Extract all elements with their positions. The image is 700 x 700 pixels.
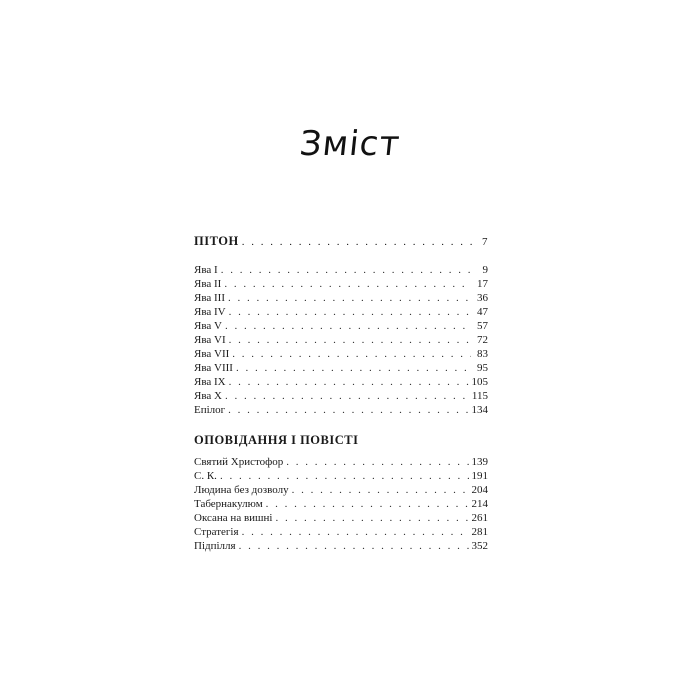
leader-dots <box>229 333 471 347</box>
toc-entry <box>194 497 488 511</box>
section-heading-page: 7 <box>482 236 488 248</box>
leader-dots <box>242 234 479 250</box>
toc-section-heading <box>194 233 488 249</box>
toc-entry <box>194 455 488 469</box>
leader-dots <box>266 497 469 511</box>
leader-dots <box>229 305 471 319</box>
leader-dots <box>228 403 468 417</box>
leader-dots <box>228 291 471 305</box>
toc-entry-page: 281 <box>471 526 488 538</box>
toc-entry-page: 9 <box>482 264 488 276</box>
toc-entry <box>194 469 488 483</box>
toc-entry-page: 214 <box>471 498 488 510</box>
toc-entry <box>194 403 488 417</box>
toc-entry <box>194 291 488 305</box>
toc-entry-label: Ява II <box>194 278 222 290</box>
toc-entry-page: 134 <box>471 404 488 416</box>
leader-dots <box>275 511 468 525</box>
toc-entry-label: Табернакулюм <box>194 498 263 510</box>
toc-entry <box>194 539 488 553</box>
leader-dots <box>286 455 468 469</box>
toc-entry-page: 105 <box>471 376 488 388</box>
toc-entry <box>194 263 488 277</box>
leader-dots <box>220 469 469 483</box>
toc-entry-page: 261 <box>471 512 488 524</box>
toc-entry-label: Ява VII <box>194 348 230 360</box>
toc-entry-page: 72 <box>477 334 488 346</box>
toc-entry <box>194 333 488 347</box>
toc-entry-label: Підпілля <box>194 540 236 552</box>
leader-dots <box>232 347 471 361</box>
toc-entry-label: Стратегія <box>194 526 239 538</box>
toc-part-2 <box>194 432 488 448</box>
toc-entry-page: 139 <box>471 456 488 468</box>
toc-entry <box>194 511 488 525</box>
toc-entry-label: Ява IV <box>194 306 226 318</box>
toc-entry <box>194 525 488 539</box>
leader-dots <box>292 483 469 497</box>
section-heading-label: ОПОВІДАННЯ І ПОВІСТІ <box>194 433 359 447</box>
toc-entry-page: 115 <box>471 390 488 402</box>
toc-entry-label: С. К. <box>194 470 217 482</box>
leader-dots <box>229 375 469 389</box>
toc-part-1-entries <box>194 263 488 417</box>
leader-dots <box>224 277 471 291</box>
toc-entry-label: Святий Христофор <box>194 456 284 468</box>
toc-entry-label: Ява I <box>194 264 218 276</box>
toc-entry-label: Людина без дозволу <box>194 484 289 496</box>
toc-entry-label: Ява VI <box>194 334 226 346</box>
toc-entry <box>194 361 488 375</box>
toc-entry-page: 352 <box>471 540 488 552</box>
leader-dots <box>221 263 471 277</box>
toc-entry-page: 83 <box>477 348 488 360</box>
leader-dots <box>225 389 469 403</box>
toc-entry <box>194 389 488 403</box>
toc-entry-page: 95 <box>477 362 488 374</box>
leader-dots <box>225 319 471 333</box>
leader-dots <box>242 525 469 539</box>
toc-entry <box>194 375 488 389</box>
toc-entry-label: Епілог <box>194 404 226 416</box>
toc-entry-label: Ява III <box>194 292 226 304</box>
toc-entry-page: 36 <box>477 292 488 304</box>
toc-entry-page: 47 <box>477 306 488 318</box>
leader-dots <box>239 539 469 553</box>
toc-entry <box>194 277 488 291</box>
toc-part-2-entries <box>194 455 488 553</box>
toc-entry-label: Ява IX <box>194 376 226 388</box>
toc-section-heading <box>194 432 488 448</box>
toc-entry-label: Оксана на вишні <box>194 512 273 524</box>
toc-entry-page: 17 <box>477 278 488 290</box>
toc-entry-page: 191 <box>471 470 488 482</box>
toc-entry-label: Ява X <box>194 390 222 402</box>
toc-entry <box>194 347 488 361</box>
leader-dots <box>236 361 471 375</box>
toc-entry <box>194 483 488 497</box>
toc-entry <box>194 319 488 333</box>
page-title: Зміст <box>297 124 403 164</box>
toc-part-1 <box>194 233 488 249</box>
toc-entry-label: Ява V <box>194 320 222 332</box>
toc-entry-label: Ява VIII <box>194 362 233 374</box>
toc-entry-page: 57 <box>477 320 488 332</box>
section-heading-label: ПІТОН <box>194 234 239 248</box>
toc-entry <box>194 305 488 319</box>
toc-entry-page: 204 <box>471 484 488 496</box>
